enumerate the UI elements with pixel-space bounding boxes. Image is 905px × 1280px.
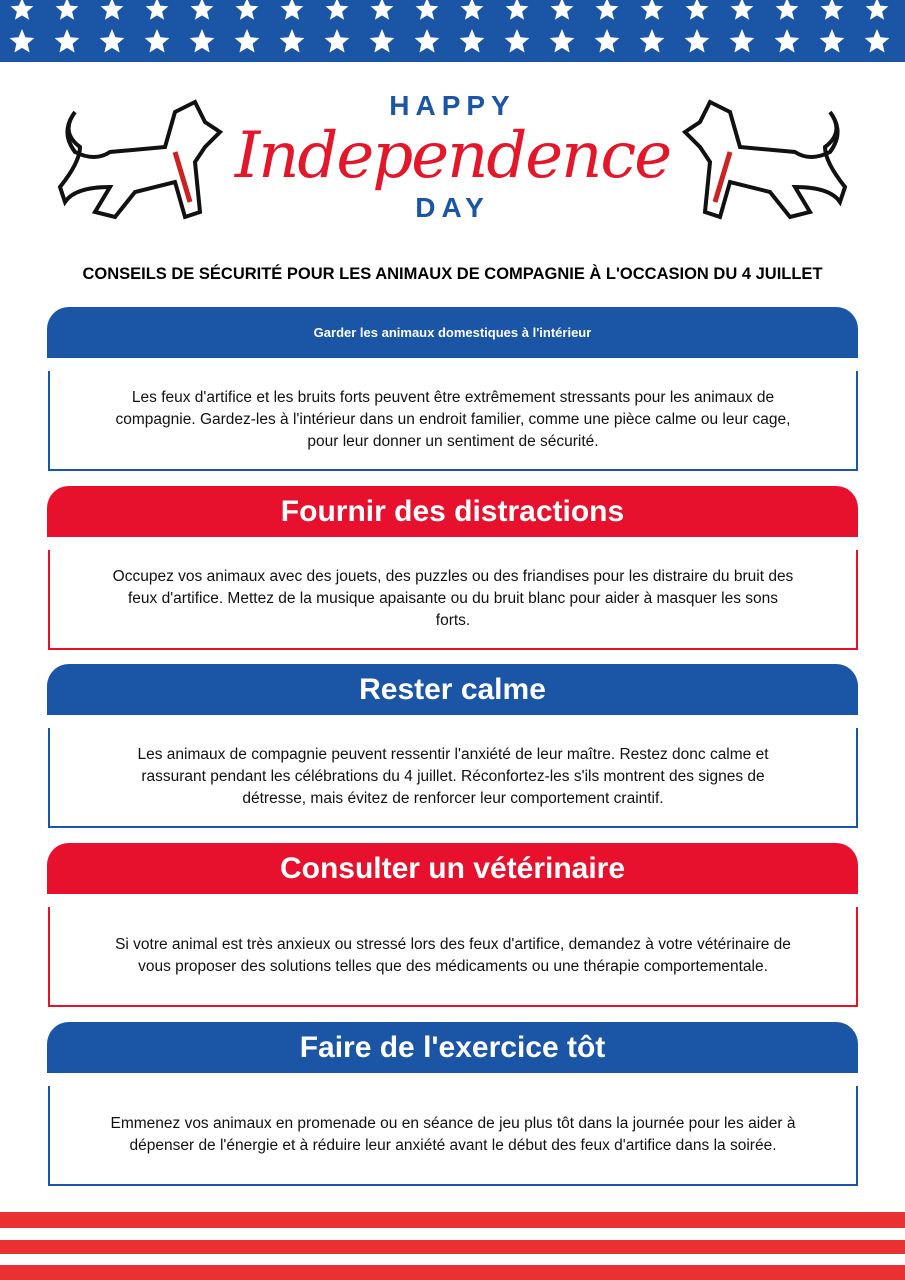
star-icon: [55, 29, 80, 53]
section-title: Rester calme: [47, 664, 858, 715]
star-icon: [56, 0, 79, 20]
stripe: [0, 1212, 905, 1228]
star-icon: [551, 0, 574, 20]
section-title: Faire de l'exercice tôt: [47, 1022, 858, 1073]
star-icon: [10, 29, 35, 53]
independence-script: Independence: [234, 119, 671, 193]
stripe: [0, 1265, 905, 1280]
star-icon: [685, 29, 710, 53]
star-icon: [101, 0, 124, 20]
star-icon: [820, 29, 845, 53]
star-icon: [236, 0, 259, 20]
star-icon: [686, 0, 709, 20]
stripe: [0, 1240, 905, 1254]
section-title: Consulter un vétérinaire: [47, 843, 858, 894]
star-icon: [641, 0, 664, 20]
star-icon: [281, 0, 304, 20]
section-title: Garder les animaux domestiques à l'intérieur: [47, 307, 858, 358]
page-subtitle: CONSEILS DE SÉCURITÉ POUR LES ANIMAUX DE COMPAGNIE À L'OCCASION DU 4 JUILLET: [82, 265, 823, 283]
day-text: DAY: [415, 192, 490, 223]
star-icon: [731, 0, 754, 20]
star-icon: [550, 29, 575, 53]
star-icon: [280, 29, 305, 53]
star-icon: [191, 0, 214, 20]
star-icon: [505, 29, 530, 53]
star-icon: [370, 29, 395, 53]
star-icon: [100, 29, 125, 53]
star-icon: [145, 29, 170, 53]
star-icon: [416, 0, 439, 20]
star-icon: [866, 0, 889, 20]
stars-banner: [0, 0, 905, 62]
star-icon: [371, 0, 394, 20]
star-icon: [595, 29, 620, 53]
star-icon: [730, 29, 755, 53]
hero-header: [0, 62, 905, 252]
happy-text: HAPPY: [389, 90, 516, 121]
star-icon: [326, 0, 349, 20]
section-body: Les feux d'artifice et les bruits forts peuvent être extrêmement stressants pour les animaux de compagnie. Gardez-les à l'intérieur dans un endroit familier, comme une pièce calme ou leur cage, pour leur donner un sentiment de sécurité.: [48, 371, 858, 471]
star-icon: [461, 0, 484, 20]
star-icon: [415, 29, 440, 53]
star-icon: [775, 29, 800, 53]
star-icon: [146, 0, 169, 20]
star-icon: [190, 29, 215, 53]
star-icon: [821, 0, 844, 20]
star-icon: [325, 29, 350, 53]
star-icon: [235, 29, 260, 53]
star-icon: [596, 0, 619, 20]
star-icon: [11, 0, 34, 20]
star-icon: [776, 0, 799, 20]
star-icon: [460, 29, 485, 53]
section-body: Les animaux de compagnie peuvent ressentir l'anxiété de leur maître. Restez donc calme et rassurant pendant les célébrations du 4 juillet. Réconfortez-les s'ils montrent des signes de détresse, mais évitez de renforcer leur comportement craintif.: [48, 728, 858, 828]
star-icon: [640, 29, 665, 53]
star-icon: [865, 29, 890, 53]
star-icon: [506, 0, 529, 20]
section-body: Si votre animal est très anxieux ou stressé lors des feux d'artifice, demandez à votre vétérinaire de vous proposer des solutions telles que des médicaments ou une thérapie comportementale.: [48, 907, 858, 1007]
section-body: Occupez vos animaux avec des jouets, des puzzles ou des friandises pour les distraire du bruit des feux d'artifice. Mettez de la musique apaisante ou du bruit blanc pour aider à masquer les sons forts.: [48, 550, 858, 650]
section-body: Emmenez vos animaux en promenade ou en séance de jeu plus tôt dans la journée pour les aider à dépenser de l'énergie et à réduire leur anxiété avant le début des feux d'artifice dans la soirée.: [48, 1086, 858, 1186]
section-title: Fournir des distractions: [47, 486, 858, 537]
